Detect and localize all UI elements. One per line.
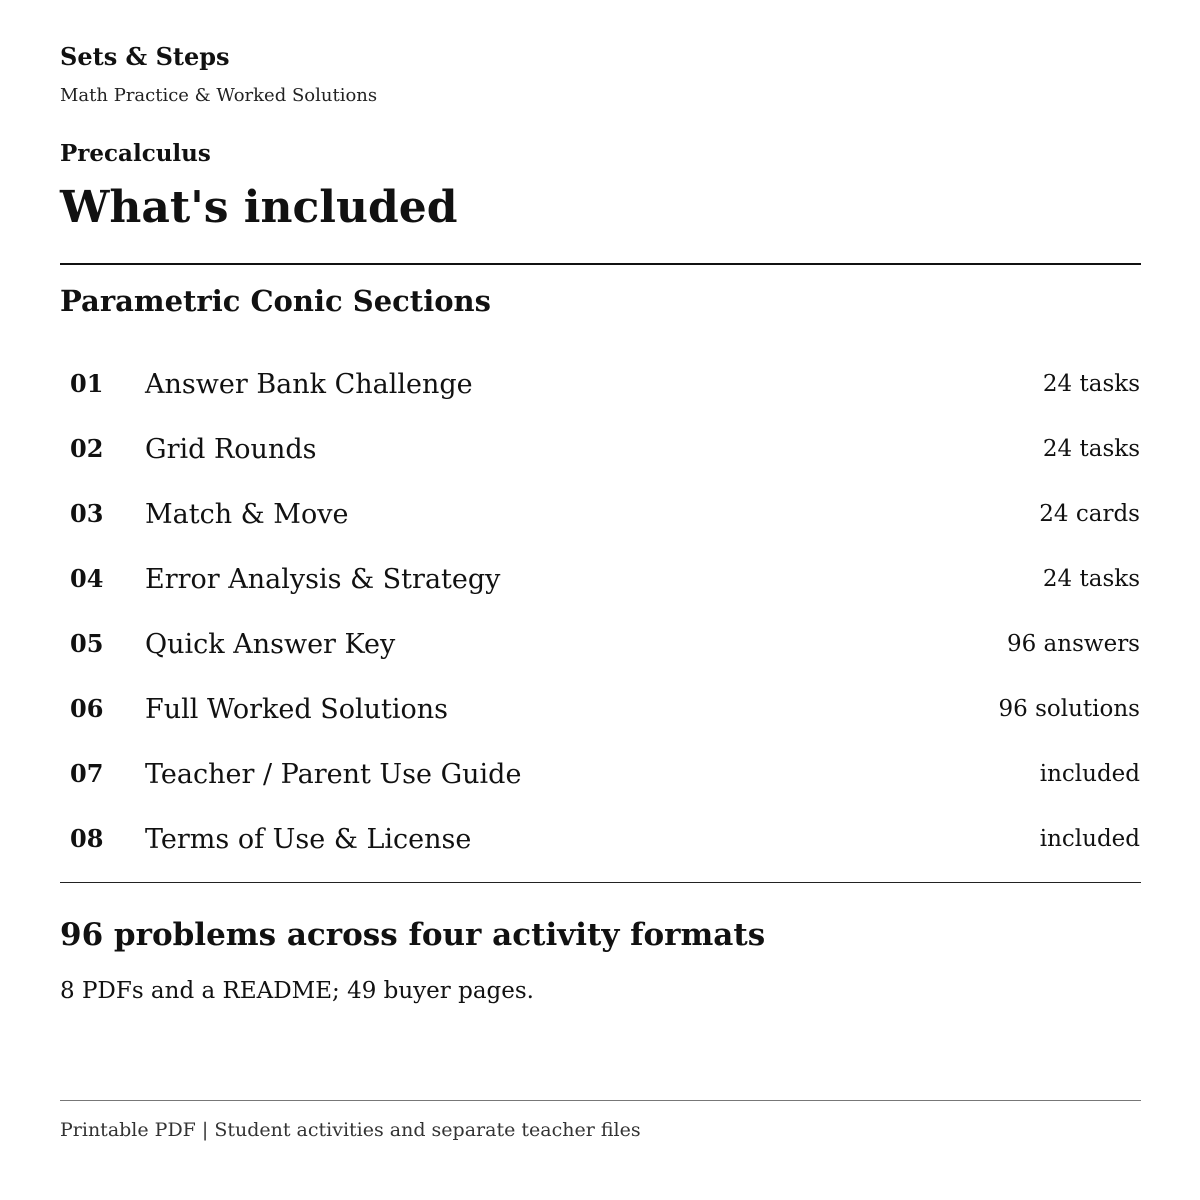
item-count: 24 tasks: [1042, 371, 1140, 397]
item-count: included: [1039, 826, 1140, 852]
item-number: 03: [70, 499, 104, 528]
item-number: 02: [70, 434, 104, 463]
list-item: [60, 612, 1141, 677]
item-number: 05: [70, 629, 104, 658]
list-item: [60, 547, 1141, 612]
footer-text: Printable PDF | Student activities and separate teacher files: [60, 1119, 641, 1141]
list-item: [60, 417, 1141, 482]
title-divider: [60, 263, 1141, 265]
item-count: 24 tasks: [1042, 436, 1140, 462]
item-count: 24 tasks: [1042, 566, 1140, 592]
item-name: Full Worked Solutions: [145, 694, 449, 725]
contents-divider: [60, 882, 1141, 883]
list-item: [60, 352, 1141, 417]
item-number: 08: [70, 824, 104, 853]
item-name: Error Analysis & Strategy: [145, 564, 501, 595]
summary-detail: 8 PDFs and a README; 49 buyer pages.: [60, 978, 534, 1004]
section-title: Parametric Conic Sections: [60, 284, 491, 318]
item-count: included: [1039, 761, 1140, 787]
list-item: [60, 742, 1141, 807]
item-number: 07: [70, 759, 104, 788]
list-item: [60, 482, 1141, 547]
item-name: Answer Bank Challenge: [145, 369, 473, 400]
item-name: Quick Answer Key: [145, 629, 396, 660]
item-name: Grid Rounds: [145, 434, 317, 465]
item-number: 06: [70, 694, 104, 723]
item-number: 01: [70, 369, 104, 398]
summary-headline: 96 problems across four activity formats: [60, 917, 766, 953]
item-name: Teacher / Parent Use Guide: [145, 759, 522, 790]
item-number: 04: [70, 564, 104, 593]
item-count: 24 cards: [1039, 501, 1140, 527]
brand-tagline: Math Practice & Worked Solutions: [60, 85, 378, 106]
product-contents-page: [60, 0, 1141, 1200]
footer-divider: [60, 1100, 1141, 1101]
item-name: Match & Move: [145, 499, 349, 530]
item-count: 96 solutions: [998, 696, 1140, 722]
subject-label: Precalculus: [60, 140, 211, 167]
item-name: Terms of Use & License: [145, 824, 472, 855]
item-count: 96 answers: [1006, 631, 1140, 657]
list-item: [60, 807, 1141, 872]
brand-name: Sets & Steps: [60, 42, 230, 71]
list-item: [60, 677, 1141, 742]
page-title: What's included: [60, 182, 458, 233]
contents-list: [60, 352, 1141, 872]
